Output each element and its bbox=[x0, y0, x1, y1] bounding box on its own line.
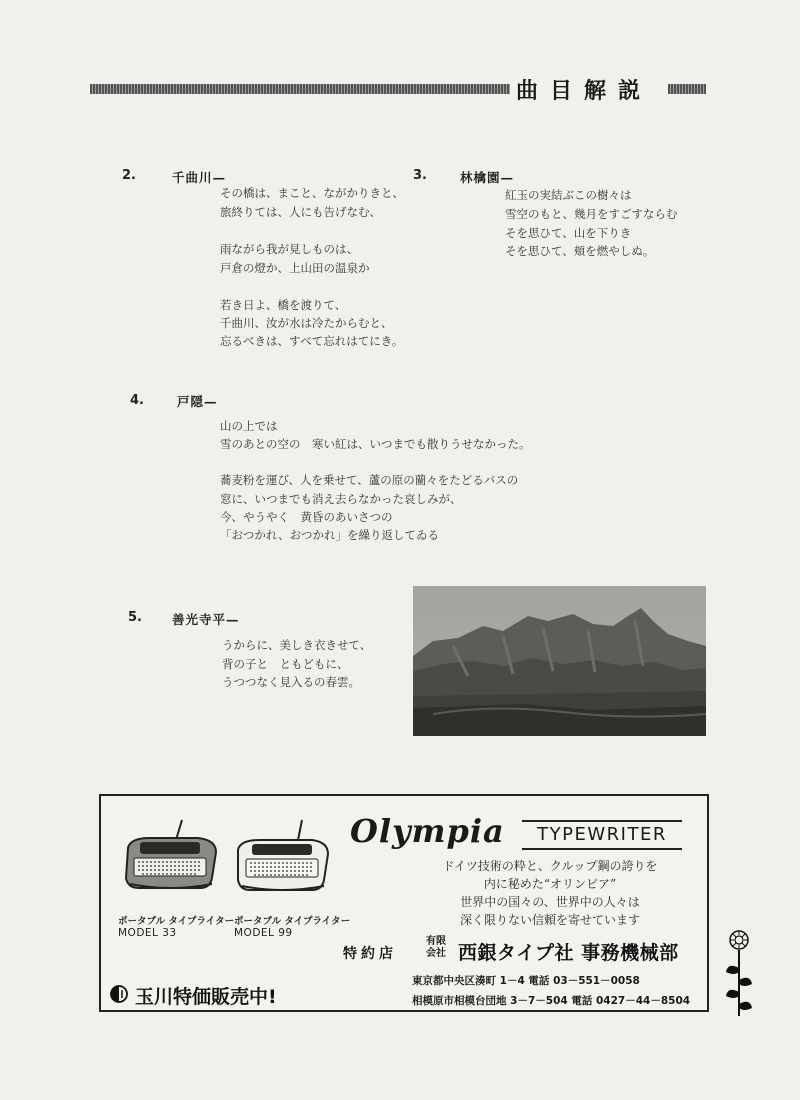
lyric-line: 若き日よ、橋を渡りて、 bbox=[220, 298, 347, 312]
lyric-line: そを思ひて、頬を燃やしぬ。 bbox=[505, 244, 655, 258]
lyric-line: その橋は、まこと、ながかりきと、 bbox=[220, 186, 404, 200]
song-title: 千曲川— bbox=[172, 170, 227, 185]
song-title: 善光寺平— bbox=[172, 612, 240, 627]
lyric-line: 戸倉の燈か、上山田の温泉か bbox=[220, 261, 370, 275]
lyric-line: うつつなく見入るの春雲。 bbox=[222, 675, 360, 689]
typewriter-label: ポータブル タイプライター bbox=[234, 916, 351, 927]
slogan-line: ドイツ技術の粋と、クルップ鋼の誇りを bbox=[442, 859, 658, 873]
lyric-line: 忘るべきは、すべて忘れはてにき。 bbox=[220, 334, 404, 348]
song-number: 4. bbox=[130, 393, 144, 408]
sale-banner: 玉川特価販売中! bbox=[135, 986, 277, 1008]
corporation-type-line: 会社 bbox=[426, 948, 446, 959]
lyric-line: うからに、美しき衣きせて、 bbox=[222, 638, 372, 652]
mountain-landscape-image bbox=[413, 586, 706, 736]
header-rule-left bbox=[90, 84, 510, 94]
lyric-line: 窓に、いつまでも消え去らなかった哀しみが、 bbox=[220, 492, 462, 506]
lyric-line: 旅終りては、人にも告げなむ、 bbox=[220, 205, 381, 219]
lyric-line: そを思ひて、山を下りき bbox=[505, 226, 632, 240]
mountain-photo bbox=[413, 586, 706, 736]
corporation-type bbox=[418, 936, 454, 960]
olympia-logo: Olympia bbox=[350, 812, 505, 850]
lyric-line: 「おつかれ、おつかれ」を繰り返してゐる bbox=[220, 528, 439, 542]
page-title: 曲目解説 bbox=[516, 79, 653, 104]
slogan-line: 世界中の国々の、世界中の人々は bbox=[460, 895, 640, 909]
dealer-name: 西銀タイプ社 事務機械部 bbox=[458, 942, 679, 964]
lyric-line: 今、やうやく 黄昏のあいさつの bbox=[220, 510, 393, 524]
product-name: TYPEWRITER bbox=[522, 820, 682, 850]
song-number: 3. bbox=[413, 168, 427, 183]
lyric-line: 紅玉の実結ぶこの樹々は bbox=[505, 188, 632, 202]
song-title: 林檎園— bbox=[460, 170, 515, 185]
lyric-line: 背の子と ともどもに、 bbox=[222, 657, 349, 671]
slogan-line: 内に秘めた“オリンピア” bbox=[483, 877, 617, 891]
lyric-line: 山の上では bbox=[220, 419, 278, 433]
lyric-line: 千曲川、汝が水は冷たからむと、 bbox=[220, 316, 393, 330]
lyric-line: 雨ながら我が見しものは、 bbox=[220, 242, 358, 256]
header-rule-right bbox=[668, 84, 706, 94]
typewriter-label: ポータブル タイプライター bbox=[118, 916, 235, 927]
typewriter-model-33-icon bbox=[120, 818, 220, 898]
song-title: 戸隠— bbox=[177, 394, 218, 409]
dealer-address: 相模原市相模台団地 3－7－504 電話 0427－44－8504 bbox=[412, 995, 691, 1007]
dealer-type: 特約店 bbox=[343, 946, 397, 962]
typewriter-model: MODEL 33 bbox=[118, 927, 177, 939]
lyric-line: 雪のあとの空の 寒い紅は、いつまでも散りうせなかった。 bbox=[220, 437, 531, 451]
typewriter-model-99-icon bbox=[232, 818, 332, 898]
flower-decoration-icon bbox=[724, 928, 754, 1018]
song-number: 5. bbox=[128, 610, 142, 625]
slogan-line: 深く限りない信頼を寄せています bbox=[459, 913, 640, 927]
lyric-line: 雪空のもと、幾月をすごすならむ bbox=[505, 207, 678, 221]
lyric-line: 蕎麦粉を運び、人を乗せて、蘆の原の藺々をたどるバスの bbox=[220, 473, 519, 487]
dealer-address: 東京都中央区湊町 1－4 電話 03－551－0058 bbox=[412, 975, 640, 987]
corporation-type-line: 有限 bbox=[426, 936, 446, 947]
typewriter-model: MODEL 99 bbox=[234, 927, 293, 939]
song-number: 2. bbox=[122, 168, 136, 183]
tamagawa-mark-icon bbox=[110, 985, 128, 1003]
